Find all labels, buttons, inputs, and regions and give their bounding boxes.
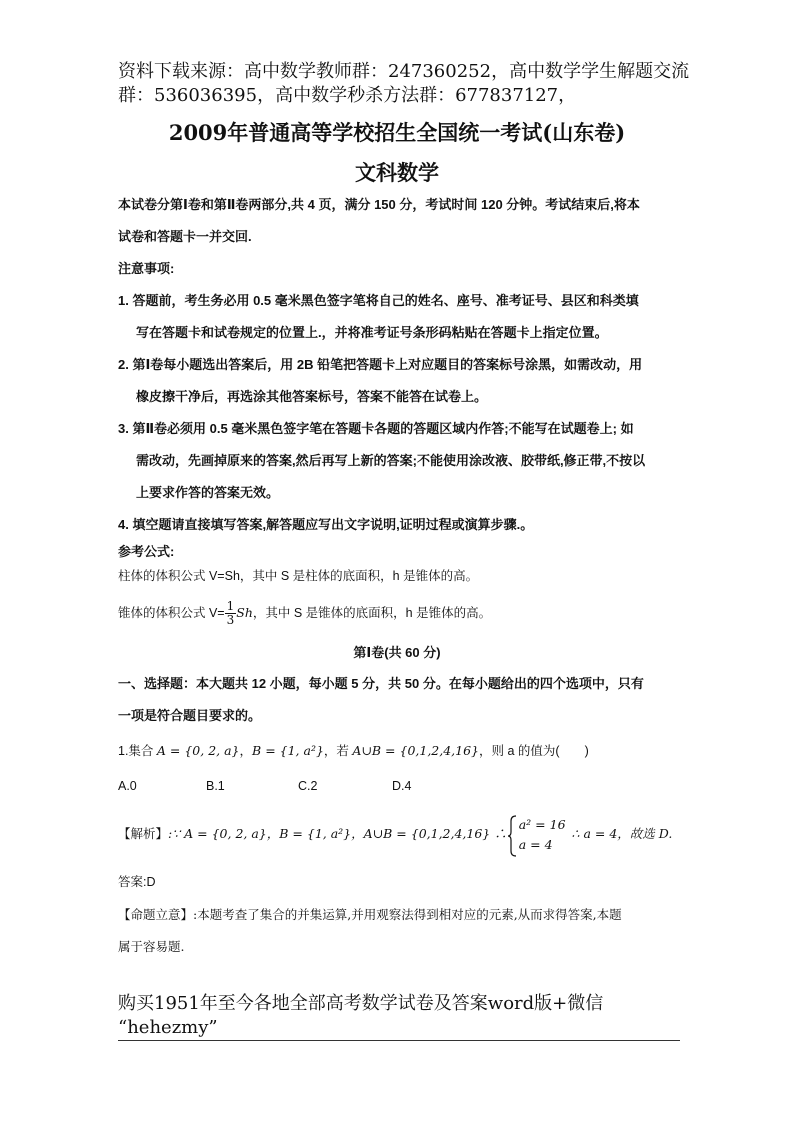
formula-cone-var: Sh xyxy=(236,605,253,620)
q1-suffix: ，则 a 的值为( ) xyxy=(479,744,589,758)
formula-prism: 柱体的体积公式 V=Sh，其中 S 是柱体的底面积，h 是锥体的高。 xyxy=(118,569,479,583)
header-line-1: 资料下载来源：高中数学教师群：247360252，高中数学学生解题交流 xyxy=(118,61,690,82)
intent xyxy=(118,899,684,963)
note-item xyxy=(118,285,684,349)
note-item xyxy=(118,413,684,509)
note-line: 需改动，先画掉原来的答案,然后再写上新的答案;不能使用涂改液、胶带纸,修正带,不按以 xyxy=(136,453,646,468)
fraction-denominator: 3 xyxy=(226,613,235,628)
notes-list xyxy=(118,285,684,541)
note-line: 写在答题卡和试卷规定的位置上.，并将准考证号条形码粘贴在答题卡上指定位置。 xyxy=(136,325,608,340)
note-line: 3. 第Ⅱ卷必须用 0.5 毫米黑色签字笔在答题卡各题的答题区域内作答;不能写在试题卷上; 如 xyxy=(118,421,634,436)
footer-divider xyxy=(118,1040,680,1041)
option-c: C.2 xyxy=(298,779,318,793)
analysis-conclusion: ∴ a = 4，故选 D. xyxy=(571,826,673,841)
intent-line-1 xyxy=(118,899,684,931)
option-a: A.0 xyxy=(118,779,137,793)
formula-cone xyxy=(118,596,684,632)
analysis-label: 【解析】 xyxy=(118,827,169,841)
intro-line-1: 本试卷分第Ⅰ卷和第Ⅱ卷两部分,共 4 页，满分 150 分，考试时间 120 分钟。考试结束后,将本 xyxy=(118,197,640,212)
section-title: 第Ⅰ卷(共 60 分) xyxy=(353,645,441,660)
q1-set-b: B = {1, a²} xyxy=(252,743,324,758)
analysis xyxy=(118,812,684,856)
intro xyxy=(118,189,684,253)
equation-2: a = 4 xyxy=(518,836,553,852)
question-1 xyxy=(118,737,684,765)
equation-system xyxy=(507,815,566,855)
equation-1: a² = 16 xyxy=(518,816,566,832)
q1-union: A∪B = {0,1,2,4,16} xyxy=(352,743,480,758)
formula-cone-prefix: 锥体的体积公式 V= xyxy=(118,606,225,620)
notes-heading: 注意事项: xyxy=(118,261,175,276)
note-line: 上要求作答的答案无效。 xyxy=(136,485,280,500)
exam-title: 2009年普通高等学校招生全国统一考试(山东卷) xyxy=(168,120,626,145)
left-brace-icon xyxy=(507,815,517,857)
note-line: 1. 答题前，考生务必用 0.5 毫米黑色签字笔将自己的姓名、座号、准考证号、县区和科类填 xyxy=(118,293,639,308)
choice-intro xyxy=(118,668,684,732)
fraction-one-third xyxy=(225,600,237,627)
intent-text-1: :本题考查了集合的并集运算,并用观察法得到相对应的元素,从而求得答案,本题 xyxy=(193,907,622,922)
option-d: D.4 xyxy=(392,779,412,793)
header-line-2: 群：536036395，高中数学秒杀方法群：677837127， xyxy=(118,85,577,106)
purchase-footer xyxy=(118,992,698,1040)
q1-set-a: A = {0, 2, a} xyxy=(156,743,240,758)
intro-line-2: 试卷和答题卡一并交回. xyxy=(118,229,252,244)
answer: 答案:D xyxy=(118,875,156,889)
note-item xyxy=(118,349,684,413)
note-line: 2. 第Ⅰ卷每小题选出答案后，用 2B 铅笔把答题卡上对应题目的答案标号涂黑，如需改动，用 xyxy=(118,357,643,372)
q1-mid: ，若 xyxy=(323,744,353,758)
exam-subtitle: 文科数学 xyxy=(355,160,439,185)
option-b: B.1 xyxy=(206,779,225,793)
footer-line-1: 购买1951年至今各地全部高考数学试卷及答案word版+微信 xyxy=(118,993,604,1014)
note-line: 橡皮擦干净后，再选涂其他答案标号，答案不能答在试卷上。 xyxy=(136,389,488,404)
choice-intro-line-1: 一、选择题：本大题共 12 小题，每小题 5 分，共 50 分。在每小题给出的四个选项中，只有 xyxy=(118,676,644,691)
formula-cone-suffix: ，其中 S 是锥体的底面积，h 是锥体的高。 xyxy=(252,606,492,620)
source-header xyxy=(118,60,698,108)
note-line: 4. 填空题请直接填写答案,解答题应写出文字说明,证明过程或演算步骤.。 xyxy=(118,517,534,532)
q1-sep: ， xyxy=(239,744,253,758)
choice-intro-line-2: 一项是符合题目要求的。 xyxy=(118,708,262,723)
intent-label: 【命题立意】 xyxy=(118,908,194,922)
q1-prefix: 1.集合 xyxy=(118,744,157,758)
fraction-numerator: 1 xyxy=(226,599,235,614)
intent-line-2: 属于容易题. xyxy=(118,939,185,954)
q1-options xyxy=(118,779,684,799)
formulas-heading: 参考公式: xyxy=(118,544,175,559)
footer-line-2: “hehezmy” xyxy=(118,1017,218,1038)
analysis-because: :∵ A = {0, 2, a}，B = {1, a²}，A∪B = {0,1,2,4,16} ∴ xyxy=(168,826,507,841)
